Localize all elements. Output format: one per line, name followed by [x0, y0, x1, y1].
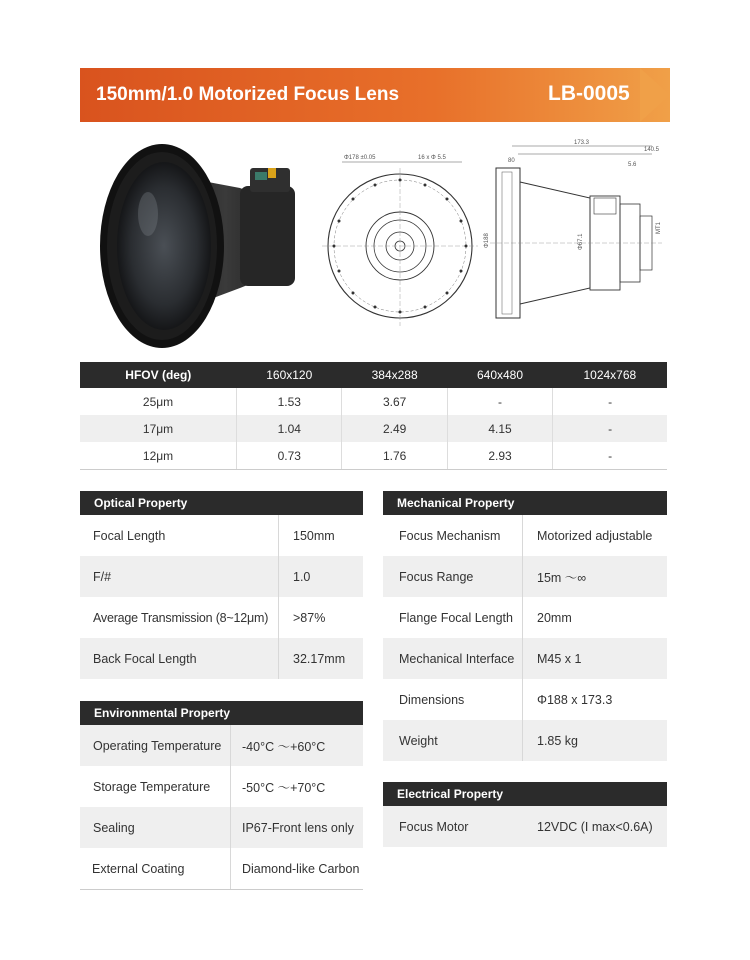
property-label: Sealing — [80, 807, 231, 848]
property-row — [80, 597, 363, 638]
electrical-property-section — [383, 782, 667, 847]
drawing-label-flange: 80 — [508, 158, 515, 164]
table-cell: 1.04 — [237, 415, 342, 442]
section-title: Environmental Property — [80, 701, 363, 725]
drawing-label-diameter: Φ178 ±0.05 — [344, 155, 376, 161]
property-row — [80, 515, 363, 556]
side-view-drawing — [482, 138, 677, 328]
table-row — [80, 388, 667, 415]
property-row — [80, 556, 363, 597]
property-label: Focus Mechanism — [383, 515, 523, 556]
section-title: Mechanical Property — [383, 491, 667, 515]
drawing-label-length: 173.3 — [574, 140, 590, 146]
property-value: -50°C ～+70°C — [242, 780, 326, 795]
property-value: 32.17mm — [293, 651, 346, 666]
table-cell: - — [447, 388, 552, 415]
property-row — [80, 638, 363, 679]
property-row — [80, 848, 363, 890]
section-title: Electrical Property — [383, 782, 667, 806]
table-cell: 2.49 — [342, 415, 447, 442]
table-cell: - — [608, 394, 613, 409]
hfov-header: 384x288 — [342, 362, 447, 388]
property-label: Focal Length — [80, 515, 279, 556]
drawing-label-outer-diameter: Φ188 — [484, 233, 490, 248]
property-value: 12VDC (I max<0.6A) — [537, 819, 653, 834]
hfov-header-row — [80, 362, 667, 388]
environmental-property-section — [80, 701, 363, 890]
hfov-header: 160x120 — [237, 362, 342, 388]
table-cell: 1.53 — [237, 388, 342, 415]
table-cell: 4.15 — [447, 415, 552, 442]
property-label: Dimensions — [383, 679, 523, 720]
drawing-label-length-2: 140.5 — [644, 147, 660, 153]
drawing-label-thread: MT1 — [656, 222, 662, 234]
hfov-header: HFOV (deg) — [80, 362, 237, 388]
property-label: Operating Temperature — [80, 725, 231, 766]
drawing-label-offset: 5.6 — [628, 162, 637, 168]
property-value: 15m ～∞ — [537, 570, 587, 585]
section-title: Optical Property — [80, 491, 363, 515]
hfov-table — [80, 362, 667, 470]
table-cell: - — [553, 442, 667, 470]
property-label: Storage Temperature — [80, 766, 231, 807]
property-row — [383, 638, 667, 679]
property-value: 1.0 — [293, 569, 311, 584]
property-row — [80, 807, 363, 848]
property-value: M45 x 1 — [537, 651, 582, 666]
table-row — [80, 415, 667, 442]
property-value: IP67-Front lens only — [242, 820, 354, 835]
property-value: >87% — [293, 610, 326, 625]
property-label: F/# — [80, 556, 279, 597]
table-cell: 3.67 — [342, 388, 447, 415]
property-value: Diamond-like Carbon — [242, 861, 360, 876]
table-row — [80, 442, 667, 470]
property-row — [383, 806, 667, 847]
property-label: Weight — [383, 720, 523, 761]
property-label: Focus Range — [383, 556, 523, 597]
table-cell: 25μm — [80, 388, 237, 415]
property-value: -40°C ～+60°C — [242, 739, 326, 754]
property-row — [383, 720, 667, 761]
property-value: 150mm — [293, 528, 335, 543]
table-cell: 2.93 — [447, 442, 552, 470]
mechanical-property-section — [383, 491, 667, 761]
optical-property-section — [80, 491, 363, 679]
table-cell: 1.76 — [342, 442, 447, 470]
property-label: Focus Motor — [399, 819, 469, 834]
property-row — [383, 556, 667, 597]
property-value: Motorized adjustable — [537, 528, 653, 543]
hfov-header: 1024x768 — [553, 362, 667, 388]
drawing-label-inner-diameter: Φ67.1 — [578, 233, 584, 250]
front-view-drawing — [322, 148, 478, 328]
lens-photo — [90, 128, 310, 348]
property-label: Mechanical Interface — [383, 638, 523, 679]
product-code: LB-0005 — [548, 82, 630, 105]
property-value: 1.85 kg — [537, 733, 579, 748]
table-cell: 12μm — [80, 442, 237, 470]
property-row — [383, 679, 667, 720]
table-cell: 0.73 — [237, 442, 342, 470]
property-row — [383, 515, 667, 556]
hfov-header: 640x480 — [447, 362, 552, 388]
property-value: Φ188 x 173.3 — [537, 692, 613, 707]
table-cell: - — [553, 415, 667, 442]
property-row — [80, 725, 363, 766]
property-label: Average Transmission (8~12μm) — [80, 597, 279, 638]
drawing-label-holes: 16 x Φ 5.5 — [418, 155, 446, 161]
property-row — [383, 597, 667, 638]
page-title: 150mm/1.0 Motorized Focus Lens — [96, 84, 400, 105]
table-cell: 17μm — [80, 415, 237, 442]
property-label: Flange Focal Length — [383, 597, 523, 638]
property-value: 20mm — [537, 610, 572, 625]
property-label: External Coating — [80, 848, 231, 889]
banner-arrow-tip — [640, 68, 670, 122]
property-label: Back Focal Length — [80, 638, 279, 679]
property-row — [80, 766, 363, 807]
